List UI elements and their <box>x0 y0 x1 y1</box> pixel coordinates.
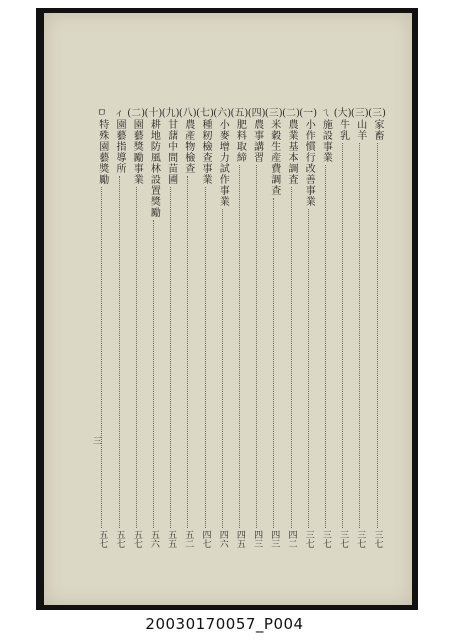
toc-entry-number: (三) <box>368 108 386 119</box>
toc-leader-dots <box>325 165 326 528</box>
toc-entry <box>161 108 180 548</box>
toc-entry-page: 三七 <box>338 530 349 548</box>
toc-leader-dots <box>273 198 274 528</box>
toc-entry <box>144 108 163 548</box>
toc-entry-number: (十) <box>144 108 163 119</box>
toc-entry-page: 四三 <box>252 530 263 548</box>
toc-entry-number: (九) <box>161 108 180 119</box>
image-caption: 20030170057_P004 <box>145 615 304 633</box>
toc-entry <box>350 108 369 548</box>
toc-entry-page: 五七 <box>131 530 142 548</box>
toc-entry-page: 四三 <box>269 530 280 548</box>
toc-entry-number: (六) <box>213 108 232 119</box>
toc-leader-dots <box>359 143 360 528</box>
toc-leader-dots <box>119 176 120 528</box>
toc-entry <box>264 108 283 548</box>
toc-entry-title: 耕地防風林設置獎勵 <box>148 119 160 218</box>
toc-entry-number: (五) <box>230 108 249 119</box>
toc-entry-page: 三七 <box>320 530 331 548</box>
toc-entry-page: 三七 <box>372 530 383 548</box>
toc-leader-dots <box>308 209 309 528</box>
toc-leader-dots <box>342 143 343 528</box>
toc-entry-title: 農產物檢查 <box>182 119 194 174</box>
toc-entry-number: (七) <box>196 108 214 119</box>
toc-leader-dots <box>256 165 257 528</box>
toc-entry-page: 五六 <box>148 530 159 548</box>
toc-leader-dots <box>239 165 240 528</box>
toc-entry-page: 五二 <box>183 530 194 548</box>
toc-entry <box>127 108 146 548</box>
toc-leader-dots <box>291 187 292 528</box>
toc-entry-title: 小作慣行改善事業 <box>303 119 315 207</box>
toc-entry <box>178 108 197 548</box>
toc-entry-page: 四七 <box>200 530 211 548</box>
toc-entry-title: 種籾檢查事業 <box>200 119 211 185</box>
toc-entry-number: ㄟ <box>320 108 331 119</box>
toc-entry <box>333 108 352 548</box>
toc-entry-number: ィ <box>114 108 124 119</box>
toc-leader-dots <box>205 187 206 528</box>
toc-entry-title: 米穀生産費調查 <box>268 119 280 196</box>
toc-entry <box>370 108 384 548</box>
toc-entry <box>95 108 109 548</box>
toc-entry-page: 四五 <box>234 530 245 548</box>
toc-entry-number: (八) <box>178 108 197 119</box>
toc-leader-dots <box>170 187 171 528</box>
toc-entry-number: (三) <box>264 108 283 119</box>
toc-entry <box>318 108 332 548</box>
toc-entry <box>284 108 298 548</box>
toc-entry-title: 農業基本調査 <box>286 119 297 185</box>
toc-entry-page: 三七 <box>303 530 314 548</box>
toc-entry-page: 五七 <box>97 530 108 548</box>
toc-entry-page: 三七 <box>355 530 366 548</box>
toc-entry-number: (四) <box>247 108 266 119</box>
toc-entry-title: 施設事業 <box>320 119 332 163</box>
toc-entry-title: 肥料取締 <box>234 119 246 163</box>
toc-entry-number: (三) <box>350 108 369 119</box>
toc-entry-page: 四六 <box>217 530 228 548</box>
toc-entry-number: (二) <box>127 108 146 119</box>
toc-leader-dots <box>101 187 102 528</box>
toc-entry <box>213 108 232 548</box>
toc-entry-title: 園藝指導所 <box>114 119 125 174</box>
toc-entry <box>230 108 249 548</box>
toc-leader-dots <box>136 187 137 528</box>
toc-entry-page: 五五 <box>166 530 177 548</box>
toc-entry <box>247 108 266 548</box>
toc-entry-title: 山羊 <box>354 119 366 141</box>
toc-entry-title: 農事講習 <box>251 119 263 163</box>
toc-entry-number: (大) <box>333 108 352 119</box>
toc-entry-title: 小麥增力試作事業 <box>217 119 229 207</box>
toc-entry <box>112 108 126 548</box>
toc-entry <box>299 108 318 548</box>
toc-entry-title: 家畜 <box>372 119 383 141</box>
toc-entry-page: 五七 <box>114 530 125 548</box>
toc-leader-dots <box>153 220 154 528</box>
toc-entry-number: (二) <box>282 108 300 119</box>
toc-entry-page: 四二 <box>286 530 297 548</box>
toc-entry <box>198 108 212 548</box>
toc-entry-title: 甘藷中間苗圃 <box>165 119 177 185</box>
toc-leader-dots <box>222 209 223 528</box>
toc-entry-title: 特殊園藝獎勵 <box>96 119 108 185</box>
toc-entry-number: (一) <box>299 108 318 119</box>
toc-leader-dots <box>377 143 378 528</box>
toc-entry-title: 園藝獎勵事業 <box>131 119 143 185</box>
toc-entry-number: ㅁ <box>96 108 107 119</box>
toc-entry-title: 牛乳 <box>337 119 349 141</box>
page-number: 三 <box>91 436 101 445</box>
toc-leader-dots <box>187 176 188 528</box>
